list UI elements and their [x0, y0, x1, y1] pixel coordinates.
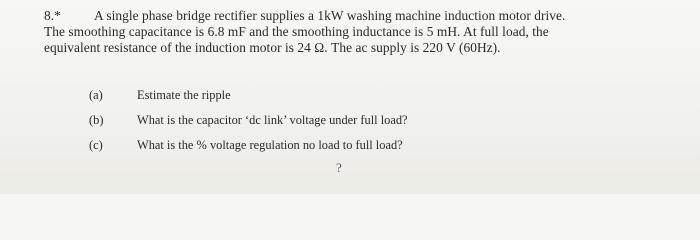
problem-statement [44, 8, 689, 56]
part-text: Estimate the ripple [137, 88, 231, 102]
problem-text-line-2: The smoothing capacitance is 6.8 mF and the smoothing inductance is 5 mH. At full load, the [44, 24, 549, 39]
part-label: (a) [89, 88, 103, 102]
problem-line-1 [44, 8, 689, 24]
part-text: What is the % voltage regulation no load to full load? [137, 138, 403, 152]
problem-text-line-3: equivalent resistance of the induction motor is 24 Ω. The ac supply is 220 V (60Hz). [44, 40, 501, 55]
problem-text-line-1: A single phase bridge rectifier supplies a 1kW washing machine induction motor drive. [94, 8, 566, 23]
problem-number: 8.* [44, 8, 61, 23]
footer-mark: ? [336, 160, 342, 175]
part-label: (b) [89, 113, 104, 127]
part-text: What is the capacitor ‘dc link’ voltage under full load? [137, 113, 408, 127]
part-label: (c) [89, 138, 103, 152]
